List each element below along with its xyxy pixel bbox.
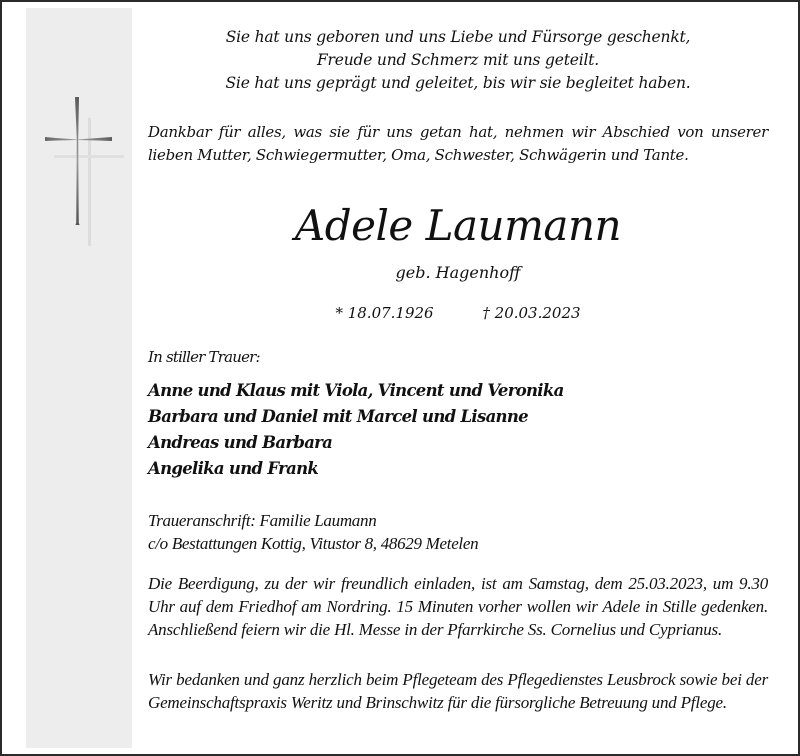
mourning-address [148,509,478,555]
mourner-entry: Anne und Klaus mit Viola, Vincent und Veronika [148,381,564,400]
verse-line: Freude und Schmerz mit uns geteilt. [316,51,600,69]
address-line: c/o Bestattungen Kottig, Vitustor 8, 48629 Metelen [148,534,479,553]
memorial-verse [148,26,768,95]
verse-line: Sie hat uns geboren und uns Liebe und Fürsorge geschenkt, [225,28,691,46]
mourner-entry: Barbara und Daniel mit Marcel und Lisanne [148,407,528,426]
mourners-list [148,378,564,482]
maiden-name: geb. Hagenhoff [395,263,521,282]
gratitude-paragraph: Wir bedanken und ganz herzlich beim Pflegeteam des Pflegedienstes Leusbrock sowie bei der Gemeinschaftspraxis Weritz und Brinschwitz für die fürsorgliche Betreuung und Pflege. [148,670,768,712]
deceased-name: Adele Laumann [294,201,622,250]
life-dates [148,302,768,324]
mourner-entry: Andreas und Barbara [148,433,333,452]
cross-icon [26,8,132,748]
birth-date: * 18.07.1926 [335,304,434,322]
thanks-paragraph: Dankbar für alles, was sie für uns getan hat, nehmen wir Abschied von unserer lieben Mutter, Schwiegermutter, Oma, Schwester, Schwägerin und Tante. [148,123,768,164]
mourning-label: In stiller Trauer: [148,348,260,366]
death-date: † 20.03.2023 [482,304,581,322]
funeral-details: Die Beerdigung, zu der wir freundlich einladen, ist am Samstag, dem 25.03.2023, um 9.30 Uhr auf dem Friedhof am Nordring. 15 Minuten vorher wollen wir Adele in Stille gedenken. Anschließend feiern wir die Hl. Messe in der Pfarrkirche Ss. Cornelius und Cyprianus. [148,574,768,639]
side-panel [26,8,132,748]
address-line: Traueranschrift: Familie Laumann [148,511,377,530]
mourner-entry: Angelika und Frank [148,459,319,478]
verse-line: Sie hat uns geprägt und geleitet, bis wir sie begleitet haben. [225,74,691,92]
